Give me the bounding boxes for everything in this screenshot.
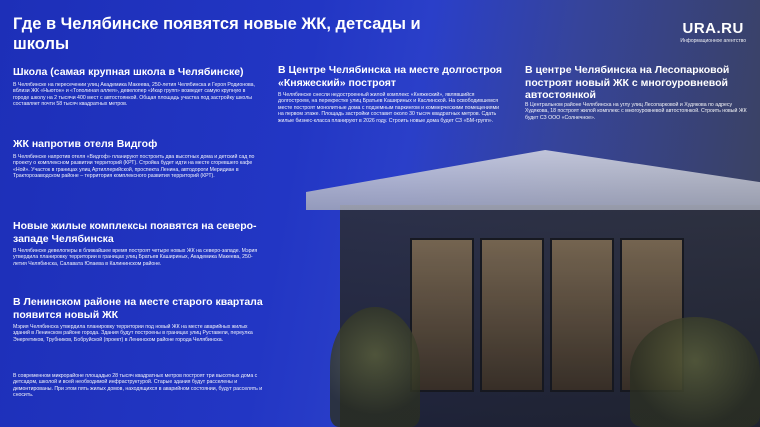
section-text: В Челябинске напротив отеля «Видгоф» планируют построить два высотных дома и детский сад по проекту о комплексном развитии территорий (КРТ). Стройка будет идти на месте сгоревшего кафе «Ной». Участок в границах улиц Артиллерийской, проспекта Ленина, автодороги Меридиан в Тракторозаводском районе – территория комплексного развития территорий (КРТ). bbox=[13, 154, 255, 180]
house-window bbox=[480, 238, 544, 392]
house-roof bbox=[306, 150, 760, 210]
section-heading: ЖК напротив отеля Видгоф bbox=[13, 138, 158, 150]
section-heading: Новые жилые комплексы появятся на северо-западе Челябинска bbox=[13, 220, 257, 245]
section-text: В Центральном районе Челябинска на углу улиц Лесопарковой и Худякова по адресу Худякова, 18 построят жилой комплекс с многоуровневой автостоянкой. Строить новый ЖК будет СЗ ООО «Солнечное». bbox=[525, 102, 747, 121]
tree bbox=[330, 307, 420, 427]
tree bbox=[630, 317, 760, 427]
logo[interactable] bbox=[680, 20, 746, 44]
section-text: В Челябинске снесли недостроенный жилой комплекс «Княжеский», являвшийся долгостроем, на перекрестке улиц Братьев Кашириных и Каслинской. На освободившемся месте построят монолитные дома с подземным паркингом и коммерческими помещениями на первом этаже. Площадь застройки составит около 30 тысяч квадратных метров. Сдать жилые бизнес-класса планируют в 2026 году. Строить новые дома будет СЗ «БМ-групп». bbox=[278, 92, 500, 124]
logo-name: URA.RU bbox=[682, 20, 744, 37]
section-heading: В Центре Челябинска на месте долгостроя «Княжеский» построят bbox=[278, 64, 503, 89]
section-text-2: В современном микрорайоне площадью 28 тысяч квадратных метров построят три высотных дома с детсадом, школой и всей необходимой инфраструктурой. Старые здания будут расселены и демонтированы. При этом пять жилых домов, находящихся в аварийном состоянии, будут расселять и сносить. bbox=[13, 373, 263, 399]
logo-tagline: Информационное агентство bbox=[680, 38, 746, 44]
section-text: Мэрия Челябинска утвердила планировку территории под новый ЖК на месте аварийных жилых зданий в Ленинском районе города. Здания будут построены в границах улиц Руставели, переулка Энергетиков, Трубников, Бобруйской (проект) в Ленинском районе города Челябинска. bbox=[13, 324, 253, 343]
section-heading: В центре Челябинска на Лесопарковой построят новый ЖК с многоуровневой автостоянкой bbox=[525, 64, 730, 101]
section-heading: Школа (самая крупная школа в Челябинске) bbox=[13, 66, 244, 78]
section-text: В Челябинске девелоперы в ближайшее время построят четыре новых ЖК на северо-западе. Мэрия утвердила планировку территории в границах улиц Братьев Кашириных, Академика Макеева, 250-летия Челябинска, Салавата Юлаева в Калининском районе. bbox=[13, 248, 258, 267]
section-text: В Челябинске на пересечении улиц Академика Макеева, 250-летия Челябинска и Героя Родионова, вблизи ЖК «Ньютон» и «Тополиная аллея», девелопер «Икар групп» возведет самую крупную в городе школу на 2 тысячи 400 мест с автостоянкой. Общая площадь участка под застройку школы составляет почти 58 тысяч квадратных метров. bbox=[13, 82, 255, 108]
house-photo bbox=[300, 150, 760, 427]
house-window bbox=[550, 238, 614, 392]
page-title: Где в Челябинске появятся новые ЖК, детсады и школы bbox=[13, 15, 421, 53]
section-heading: В Ленинском районе на месте старого квартала появится новый ЖК bbox=[13, 296, 263, 321]
